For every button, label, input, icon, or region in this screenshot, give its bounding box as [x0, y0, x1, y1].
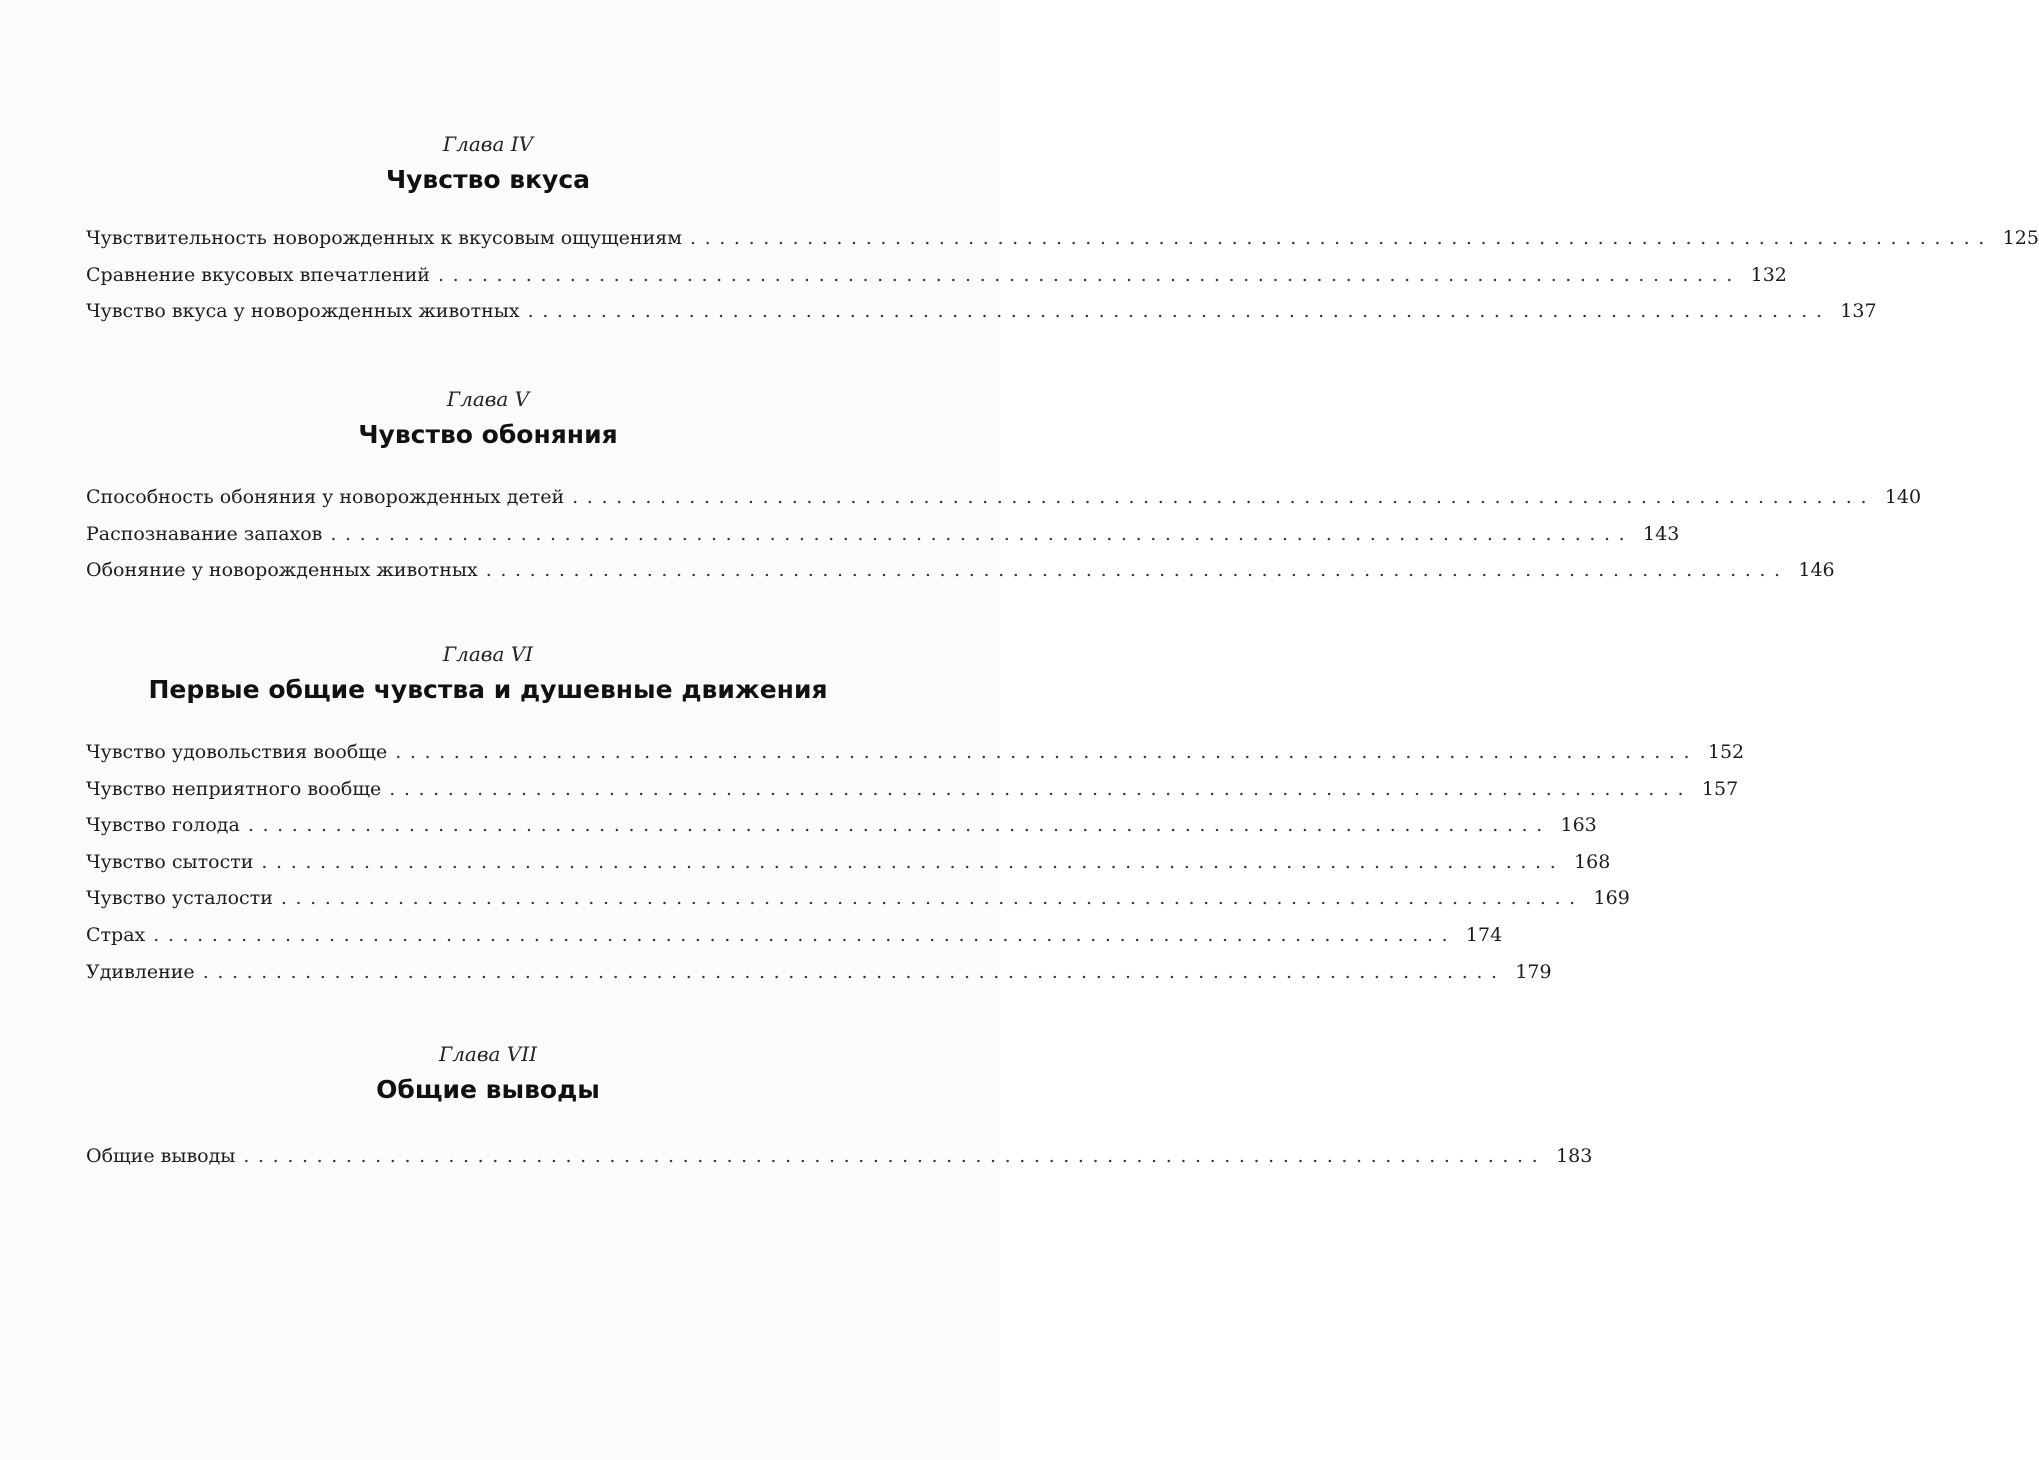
toc-entry[interactable]: [86, 923, 1503, 961]
dot-leader: .........................................................................................: [437, 263, 1741, 286]
toc-entry-page: 183: [1556, 1145, 1593, 1167]
toc-entry-title: Чувство неприятного вообще: [86, 777, 382, 800]
toc-entry-page: 157: [1701, 777, 1739, 800]
dot-leader: .........................................................................................: [261, 850, 1565, 873]
toc-entry[interactable]: [86, 850, 1611, 888]
toc-entry[interactable]: [86, 300, 1877, 337]
toc-entry-title: Чувствительность новорожденных к вкусовым ощущениям: [86, 227, 683, 249]
toc-entry[interactable]: [86, 777, 1739, 815]
toc-entry-title: Страх: [86, 923, 146, 946]
toc-entry-page: 163: [1560, 814, 1597, 837]
dot-leader: .........................................................................................: [485, 559, 1789, 582]
chapter-vi: [86, 641, 1745, 997]
chapter-title: Первые общие чувства и душевные движения: [148, 675, 828, 704]
chapter-label: Глава IV: [442, 132, 534, 156]
toc-list: [86, 741, 1745, 997]
toc-entry-page: 168: [1574, 850, 1611, 873]
toc-entry-page: 146: [1798, 559, 1835, 582]
chapter-title: Общие выводы: [376, 1075, 600, 1104]
chapter-iv: [86, 131, 2039, 337]
dot-leader: .........................................................................................: [202, 960, 1506, 983]
toc-entry[interactable]: [86, 559, 1835, 596]
toc-entry[interactable]: [86, 522, 1680, 560]
toc-entry[interactable]: [86, 887, 1630, 924]
chapter-label: Глава VI: [442, 642, 534, 666]
toc-entry[interactable]: [86, 960, 1552, 998]
toc-entry[interactable]: [86, 741, 1745, 778]
chapter-vii: [86, 1041, 1593, 1182]
dot-leader: .........................................................................................: [247, 814, 1551, 837]
chapter-v: [86, 386, 1922, 596]
toc-entry-title: Чувство голода: [86, 814, 240, 837]
toc-entry-title: Чувство вкуса у новорожденных животных: [86, 300, 520, 323]
toc-entry-page: 125: [2002, 227, 2039, 249]
dot-leader: .........................................................................................: [389, 777, 1693, 800]
toc-entry-page: 132: [1750, 263, 1787, 286]
dot-leader: .........................................................................................: [690, 227, 1993, 249]
toc-list: [86, 486, 1922, 596]
toc-entry-page: 152: [1707, 741, 1745, 763]
chapter-title: Чувство вкуса: [385, 165, 591, 194]
toc-entry-page: 174: [1465, 923, 1503, 946]
toc-entry-title: Чувство удовольствия вообще: [86, 741, 388, 763]
dot-leader: .........................................................................................: [527, 300, 1831, 323]
dot-leader: .........................................................................................: [280, 887, 1584, 910]
toc-entry-page: 169: [1593, 887, 1630, 910]
toc-entry-title: Способность обоняния у новорожденных детей: [86, 486, 565, 508]
toc-entry-page: 179: [1515, 960, 1552, 983]
toc-list: [86, 1145, 1593, 1182]
chapter-title: Чувство обоняния: [358, 420, 618, 449]
dot-leader: .........................................................................................: [330, 522, 1634, 545]
toc-entry-page: 140: [1884, 486, 1922, 508]
toc-entry-title: Сравнение вкусовых впечатлений: [86, 263, 430, 286]
toc-entry-page: 137: [1840, 300, 1877, 323]
toc-entry[interactable]: [86, 814, 1597, 851]
toc-entry[interactable]: [86, 263, 1787, 301]
chapter-label: Глава VII: [438, 1042, 538, 1066]
chapter-label: Глава V: [446, 387, 530, 411]
toc-entry[interactable]: [86, 486, 1922, 523]
dot-leader: .........................................................................................: [572, 486, 1876, 508]
toc-entry[interactable]: [86, 227, 2039, 264]
toc-entry-title: Распознавание запахов: [86, 522, 323, 545]
toc-entry-title: Удивление: [86, 960, 195, 983]
toc-entry-title: Чувство сытости: [86, 850, 254, 873]
dot-leader: .........................................................................................: [243, 1145, 1547, 1167]
toc-entry-page: 143: [1643, 522, 1680, 545]
toc-entry-title: Обоняние у новорожденных животных: [86, 559, 478, 582]
dot-leader: .........................................................................................: [395, 741, 1699, 763]
toc-entry[interactable]: [86, 1145, 1593, 1182]
dot-leader: .........................................................................................: [153, 923, 1457, 946]
toc-entry-title: Чувство усталости: [86, 887, 273, 910]
toc-list: [86, 227, 2039, 337]
toc-entry-title: Общие выводы: [86, 1145, 236, 1167]
